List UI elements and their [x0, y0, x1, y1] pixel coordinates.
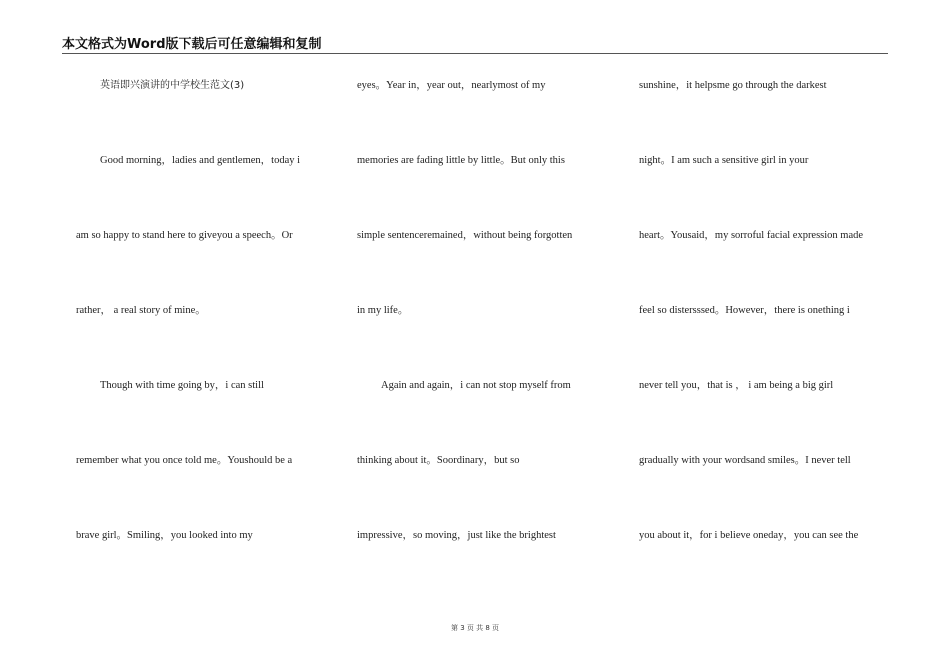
- text-column-2: [357, 0, 607, 600]
- text-line: remember what you once told me。Youshould be a: [76, 455, 293, 466]
- text-line: memories are fading little by little。But only this: [357, 155, 565, 166]
- text-line: simple sentenceremained，without being forgotten: [357, 230, 573, 241]
- text-line: 英语即兴演讲的中学校生范文(3): [100, 80, 245, 91]
- text-line: Again and again，i can not stop myself from: [381, 380, 571, 391]
- text-line: you about it，for i believe oneday，you can see the: [639, 530, 859, 541]
- text-column-3: [639, 0, 889, 600]
- text-line: night。I am such a sensitive girl in your: [639, 155, 809, 166]
- text-line: feel so distersssed。However，there is onething i: [639, 305, 850, 316]
- header-title: 本文格式为Word版下载后可任意编辑和复制: [62, 37, 322, 52]
- text-line: brave girl。Smiling，you looked into my: [76, 530, 253, 541]
- text-line: Good morning，ladies and gentlemen，today i: [100, 155, 301, 166]
- text-line: impressive，so moving，just like the brightest: [357, 530, 556, 541]
- text-line: never tell you，that is ， i am being a big girl: [639, 380, 834, 391]
- text-line: heart。Yousaid，my sorroful facial expression made: [639, 230, 864, 241]
- text-line: sunshine，it helpsme go through the darkest: [639, 80, 827, 91]
- text-line: thinking about it。Soordinary，but so: [357, 455, 520, 466]
- text-line: Though with time going by，i can still: [100, 380, 264, 391]
- text-line: in my life。: [357, 305, 409, 316]
- text-line: am so happy to stand here to giveyou a speech。Or: [76, 230, 293, 241]
- text-line: eyes。Year in，year out，nearlymost of my: [357, 80, 546, 91]
- page-number: 第 3 页 共 8 页: [450, 624, 500, 632]
- text-column-1: [76, 0, 326, 600]
- text-line: rather， a real story of mine。: [76, 305, 206, 316]
- text-line: gradually with your wordsand smiles。I never tell: [639, 455, 851, 466]
